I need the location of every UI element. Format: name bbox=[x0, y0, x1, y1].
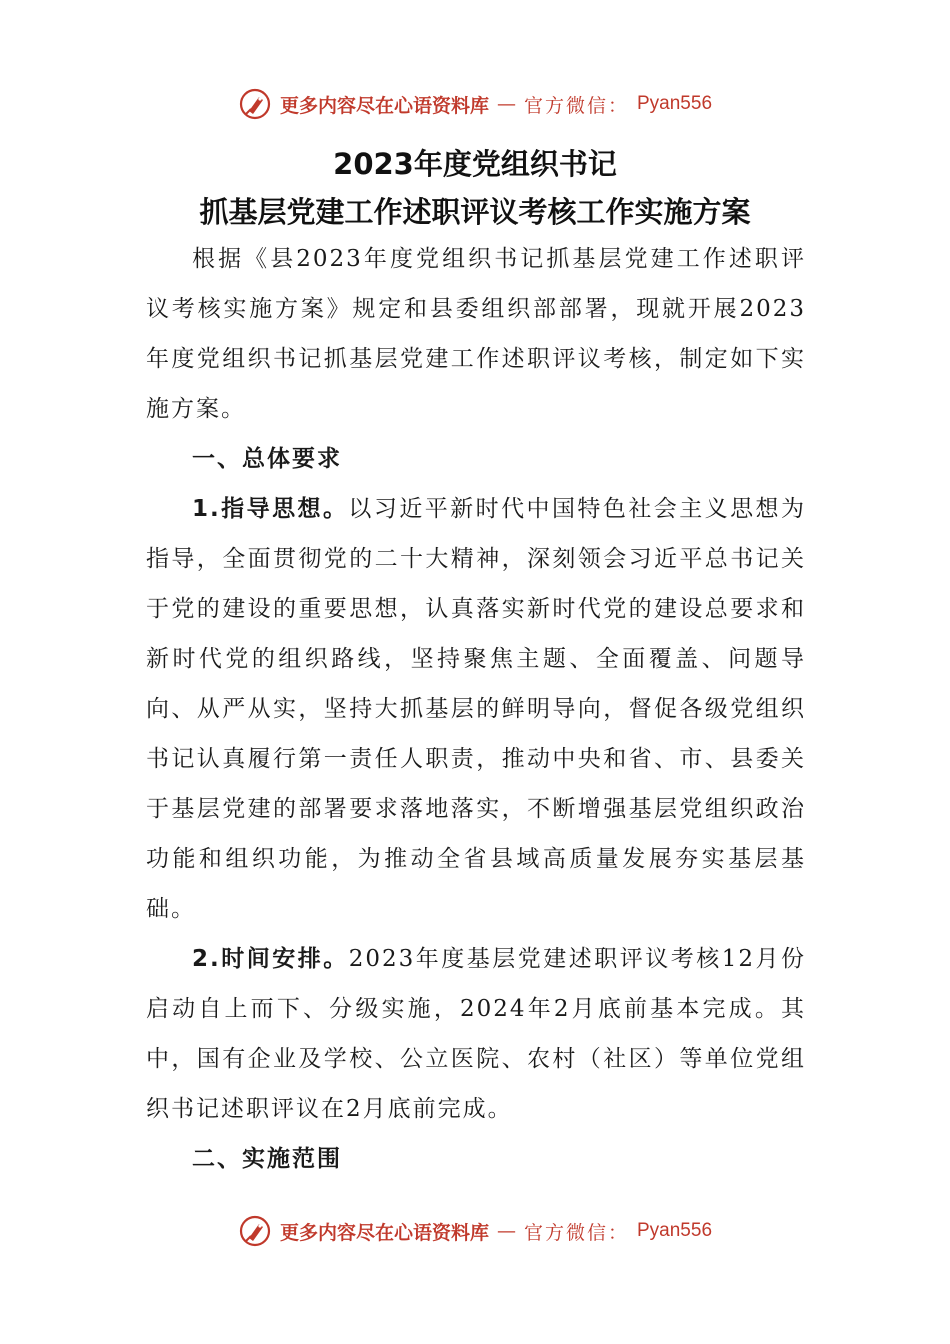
item1-label: 1.指导思想。 bbox=[192, 496, 349, 522]
watermark-wechat-label: 官方微信： bbox=[523, 94, 629, 117]
item1-paragraph bbox=[146, 484, 806, 934]
watermark-site-name: 更多内容尽在心语资料库 bbox=[279, 94, 489, 117]
watermark-top bbox=[0, 84, 950, 124]
watermark-wechat-id: Pyan556 bbox=[637, 93, 713, 114]
item2-label: 2.时间安排。 bbox=[192, 946, 349, 972]
watermark-wechat-id: Pyan556 bbox=[637, 1220, 713, 1241]
document-title-line1: 2023年度党组织书记 bbox=[333, 147, 617, 181]
document-body bbox=[146, 234, 806, 1184]
section2-heading: 二、实施范围 bbox=[192, 1146, 342, 1172]
intro-paragraph: 根据《县2023年度党组织书记抓基层党建工作述职评议考核实施方案》规定和县委组织部部署，现就开展2023年度党组织书记抓基层党建工作述职评议考核，制定如下实施方案。 bbox=[146, 246, 806, 422]
watermark-site-name: 更多内容尽在心语资料库 bbox=[279, 1221, 489, 1244]
watermark-bottom bbox=[0, 1211, 950, 1251]
watermark-separator: — bbox=[496, 1220, 516, 1242]
watermark-wechat-label: 官方微信： bbox=[523, 1221, 629, 1244]
section1-heading: 一、总体要求 bbox=[192, 446, 342, 472]
watermark-separator: — bbox=[496, 93, 516, 115]
item2-paragraph bbox=[146, 934, 806, 1134]
item2-text: 2023年度基层党建述职评议考核12月份启动自上而下、分级实施，2024年2月底前基本完成。其中，国有企业及学校、公立医院、农村（社区）等单位党组织书记述职评议在2月底前完成。 bbox=[146, 946, 806, 1122]
pen-nib-circle-icon bbox=[238, 1214, 272, 1248]
document-title-line2: 抓基层党建工作述职评议考核工作实施方案 bbox=[199, 195, 751, 229]
pen-nib-circle-icon bbox=[238, 87, 272, 121]
item1-text: 以习近平新时代中国特色社会主义思想为指导，全面贯彻党的二十大精神，深刻领会习近平总书记关于党的建设的重要思想，认真落实新时代党的建设总要求和新时代党的组织路线，坚持聚焦主题、全面覆盖、问题导向、从严从实，坚持大抓基层的鲜明导向，督促各级党组织书记认真履行第一责任人职责，推动中央和省、市、县委关于基层党建的部署要求落地落实，不断增强基层党组织政治功能和组织功能，为推动全省县域高质量发展夯实基层基础。 bbox=[146, 496, 806, 922]
